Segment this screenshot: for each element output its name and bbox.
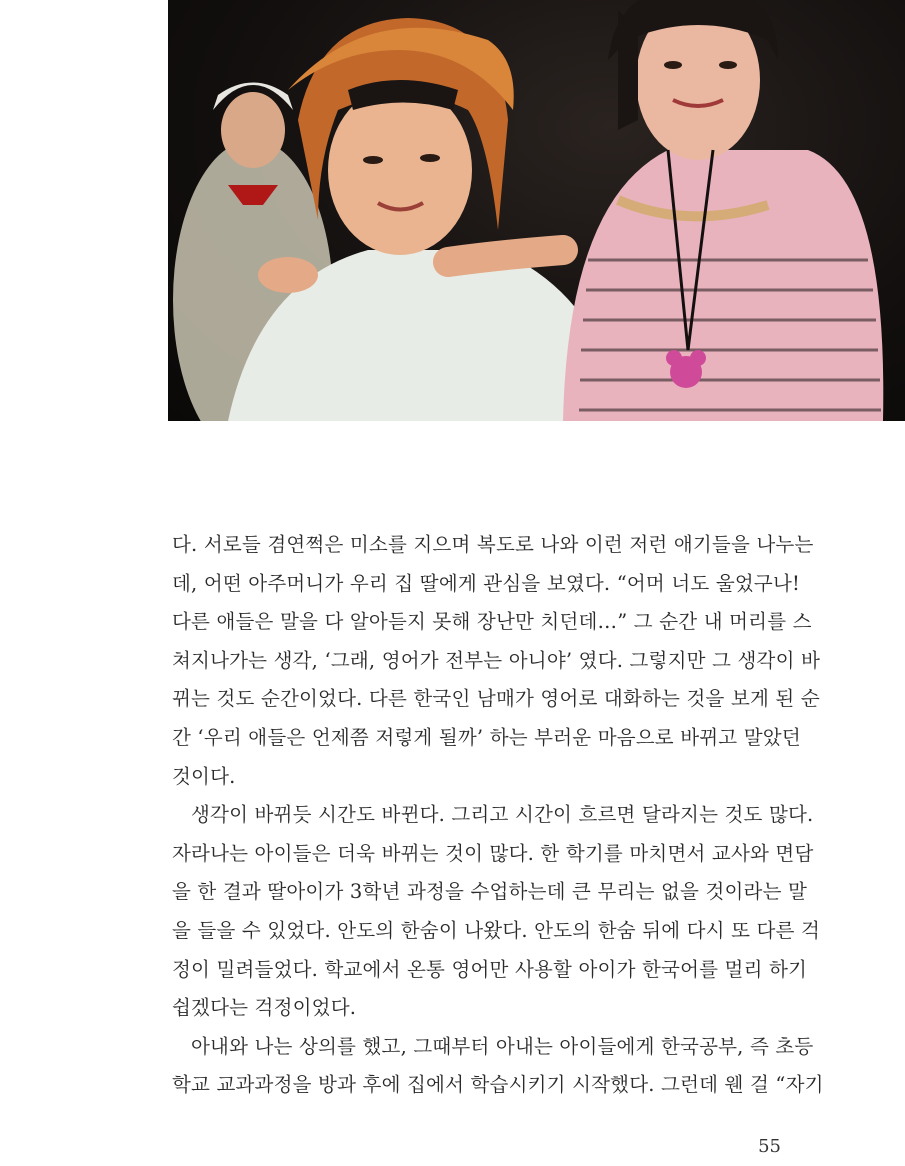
text-line: 다른 애들은 말을 다 알아듣지 못해 장난만 치던데…” 그 순간 내 머리를 스 [172,610,812,634]
text-line: 을 한 결과 딸아이가 3학년 과정을 수업하는데 큰 무리는 없을 것이라는 말 [172,880,808,904]
photo-illustration [168,0,905,421]
text-line: 자라나는 아이들은 더욱 바뀌는 것이 많다. 한 학기를 마치면서 교사와 면담 [172,841,814,865]
text-line: 생각이 바뀌듯 시간도 바뀐다. 그리고 시간이 흐르면 달라지는 것도 많다. [191,803,814,827]
photo [168,0,905,421]
paragraph-3 [172,1028,824,1105]
text-line: 쉽겠다는 걱정이었다. [172,996,357,1020]
text-line: 학교 교과과정을 방과 후에 집에서 학습시키기 시작했다. 그런데 웬 걸 “자기 [172,1073,824,1097]
text-line: 아내와 나는 상의를 했고, 그때부터 아내는 아이들에게 한국공부, 즉 초등 [191,1034,814,1058]
text-line: 데, 어떤 아주머니가 우리 집 딸에게 관심을 보였다. “어머 너도 울었구나! [172,571,801,595]
text-line: 정이 밀려들었다. 학교에서 온통 영어만 사용할 아이가 한국어를 멀리 하기 [172,957,808,981]
body-text [172,526,824,1105]
paragraph-1 [172,526,821,796]
text-line: 쳐지나가는 생각, ‘그래, 영어가 전부는 아니야’ 였다. 그렇지만 그 생각이 바 [172,648,821,672]
page-number: 55 [758,1136,781,1157]
text-line: 것이다. [172,764,236,788]
paragraph-2 [172,796,821,1028]
text-line: 간 ‘우리 애들은 언제쯤 저렇게 될까’ 하는 부러운 마음으로 바뀌고 말았던 [172,725,801,749]
text-line: 을 들을 수 있었다. 안도의 한숨이 나왔다. 안도의 한숨 뒤에 다시 또 다른 걱 [172,918,821,942]
text-line: 뀌는 것도 순간이었다. 다른 한국인 남매가 영어로 대화하는 것을 보게 된 순 [172,687,820,711]
text-line: 다. 서로들 겸연쩍은 미소를 지으며 복도로 나와 이런 저런 애기들을 나누는 [172,533,814,556]
